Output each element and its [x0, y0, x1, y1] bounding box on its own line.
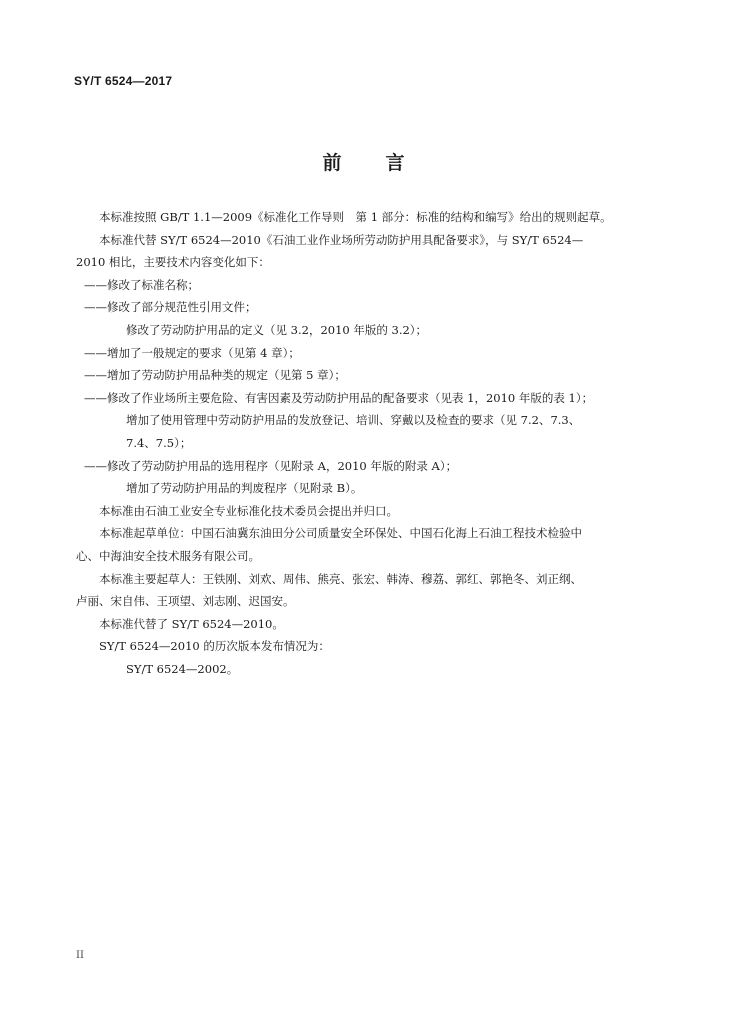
- page-title: [0, 148, 729, 175]
- paragraph-drafting-rules: 本标准按照 GB/T 1.1—2009《标准化工作导则 第 1 部分：标准的结构和编写》给出的规则起草。: [99, 210, 612, 224]
- change-item: ——修改了标准名称；: [84, 277, 199, 292]
- change-item: 增加了劳动防护用品的判废程序（见附录 B）。: [126, 481, 363, 496]
- page-number: II: [76, 950, 84, 961]
- paragraph-drafters: 本标准主要起草人：王铁刚、刘欢、周伟、熊亮、张宏、韩涛、穆荔、郭红、郭艳冬、刘正纲、: [99, 571, 582, 586]
- paragraph-committee: 本标准由石油工业安全专业标准化技术委员会提出并归口。: [99, 503, 398, 518]
- title-part-2: 言: [385, 152, 407, 174]
- change-item: ——修改了作业场所主要危险、有害因素及劳动防护用品的配备要求（见表 1，2010 年版的表 1）；: [84, 390, 594, 405]
- change-item: 增加了使用管理中劳动防护用品的发放登记、培训、穿戴以及检查的要求（见 7.2、7.3、: [126, 413, 581, 428]
- change-item: ——增加了一般规定的要求（见第 4 章）；: [84, 345, 300, 360]
- change-item: ——修改了部分规范性引用文件；: [84, 300, 257, 315]
- paragraph-drafters-continued: 卢丽、宋自伟、王项望、刘志刚、迟国安。: [76, 594, 295, 609]
- change-item: 修改了劳动防护用品的定义（见 3.2，2010 年版的 3.2）；: [126, 322, 428, 337]
- history-item: SY/T 6524—2002。: [126, 661, 239, 676]
- foreword-body: [76, 206, 666, 680]
- change-item: ——增加了劳动防护用品种类的规定（见第 5 章）；: [84, 368, 346, 383]
- paragraph-supersedes: 本标准代替了 SY/T 6524—2010。: [99, 616, 284, 631]
- title-part-1: 前: [322, 152, 344, 174]
- document-code: SY/T 6524—2017: [74, 74, 173, 88]
- change-item: ——修改了劳动防护用品的选用程序（见附录 A，2010 年版的附录 A）；: [84, 458, 458, 473]
- paragraph-history: SY/T 6524—2010 的历次版本发布情况为：: [99, 639, 330, 654]
- change-item-continued: 7.4、7.5）；: [126, 435, 192, 450]
- paragraph-replacement: 本标准代替 SY/T 6524—2010《石油工业作业场所劳动防护用具配备要求》，与 SY/T 6524—: [99, 232, 584, 247]
- paragraph-drafting-units-continued: 心、中海油安全技术服务有限公司。: [76, 548, 260, 563]
- paragraph-replacement-continued: 2010 相比，主要技术内容变化如下：: [76, 255, 270, 270]
- paragraph-drafting-units: 本标准起草单位：中国石油冀东油田分公司质量安全环保处、中国石化海上石油工程技术检验中: [99, 526, 582, 541]
